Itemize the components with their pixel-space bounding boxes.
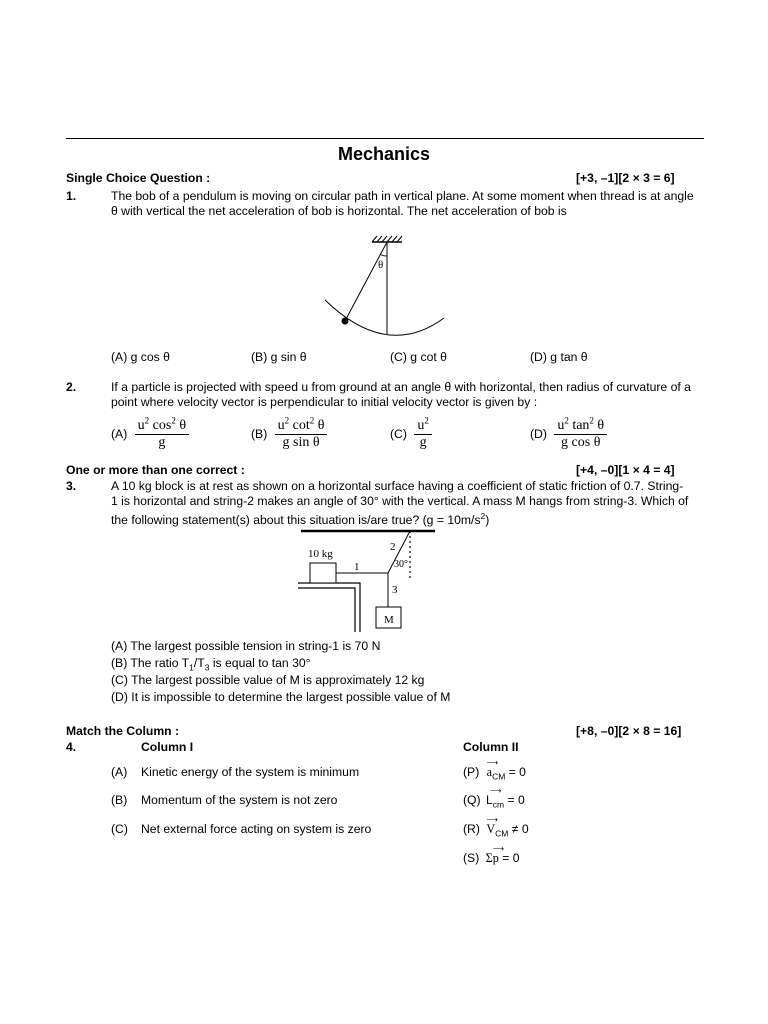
col1-row-c-text: Net external force acting on system is zero — [141, 822, 372, 836]
block-10kg — [310, 563, 336, 583]
col2-row-r: (R) ⟶ $V_{CM} \ne 0$ — [463, 815, 529, 839]
question-number-3: 3. — [66, 479, 77, 493]
page-title: Mechanics — [337, 144, 431, 164]
angle-arc — [380, 254, 387, 256]
question-3-text-line-2: 1 is horizontal and string-2 makes an angle of 30° with the vertical. A mass M hangs from string-3. Which of — [111, 494, 689, 508]
q1-option-d[interactable]: (D) g tan θ — [530, 350, 588, 364]
q2-option-a-fraction: $\frac{u^2 \cos^2 \theta}{g}$ — [135, 418, 189, 451]
q2-option-b[interactable] — [251, 415, 327, 451]
section-marks-single-choice: [+3, –1][2 × 3 = 6] — [576, 171, 675, 185]
q2-option-d[interactable] — [530, 415, 607, 451]
question-number-2: 2. — [66, 380, 77, 394]
string-2-label: 2 — [390, 541, 396, 553]
q3-option-c[interactable]: (C) The largest possible value of M is approximately 12 kg — [111, 673, 425, 687]
circular-path-arc — [325, 300, 444, 335]
q3-option-d[interactable]: (D) It is impossible to determine the largest possible value of M — [111, 690, 451, 704]
top-rule — [66, 138, 704, 139]
block-label: 10 kg — [308, 548, 333, 560]
vector-sum-p: ⟶ Σp — [485, 844, 505, 865]
theta-label: θ — [378, 259, 384, 271]
question-1-text-line-2: θ with vertical the net acceleration of bob is horizontal. The net acceleration of bob is — [111, 204, 567, 218]
section-heading-multi-correct: One or more than one correct : — [66, 463, 245, 477]
col2-row-q-label: (Q) — [463, 793, 481, 807]
q2-option-d-fraction: $\frac{u^2 \tan^2 \theta}{\text{g cos θ}}$ — [554, 418, 607, 451]
question-1-text-line-1: The bob of a pendulum is moving on circular path in vertical plane. At some moment when thread is at angle — [111, 189, 694, 203]
mass-label: M — [384, 614, 394, 626]
q2-option-c-fraction: $\frac{u^2}{g}$ — [414, 418, 432, 451]
q3-option-a[interactable]: (A) The largest possible tension in string-1 is 70 N — [111, 639, 381, 653]
pendulum-thread — [345, 242, 387, 321]
q1-option-c[interactable]: (C) g cot θ — [390, 350, 447, 364]
pendulum-figure — [310, 230, 460, 340]
col2-row-q: (Q) ⟶ $L_{cm} = 0$ — [463, 786, 525, 810]
section-marks-match-column: [+8, –0][2 × 8 = 16] — [576, 724, 682, 738]
q2-option-c-label: (C) — [390, 427, 407, 441]
col1-row-b-text: Momentum of the system is not zero — [141, 793, 338, 807]
pendulum-bob — [342, 318, 349, 325]
q2-option-d-label: (D) — [530, 427, 547, 441]
question-3-text-line-3: the following statement(s) about this situation is/are true? $(g = 10m/s^2)$ — [111, 511, 490, 528]
col2-row-p: (P) ⟶ $a_{CM} = 0$ — [463, 758, 526, 782]
ceiling-hatching — [372, 236, 402, 242]
table-edge-outer — [298, 583, 360, 632]
vector-a-cm: ⟶ a — [486, 758, 499, 779]
q2-option-a-label: (A) — [111, 427, 128, 441]
string-3-label: 3 — [392, 584, 398, 596]
vector-l-cm: ⟶ $L_{cm}$ — [486, 786, 505, 810]
q1-option-a[interactable]: (A) g cos θ — [111, 350, 170, 364]
question-number-4: 4. — [66, 740, 77, 754]
table-edge-inner — [298, 588, 355, 632]
question-3-text-line-1: A 10 kg block is at rest as shown on a horizontal surface having a coefficient of static friction of 0.7. String- — [111, 479, 684, 493]
col1-row-a-label: (A) — [111, 765, 128, 779]
col1-row-a-text: Kinetic energy of the system is minimum — [141, 765, 360, 779]
string-1-label: 1 — [354, 561, 360, 573]
question-2-text-line-1: If a particle is projected with speed u from ground at an angle θ with horizontal, then radius of curvature of a — [111, 380, 691, 394]
vector-v-cm: ⟶ V — [486, 815, 498, 836]
question-2-text-line-2: point where velocity vector is perpendicular to initial velocity vector is given by : — [111, 395, 538, 409]
question-number-1: 1. — [66, 189, 77, 203]
section-marks-multi-correct: [+4, –0][1 × 4 = 4] — [576, 463, 675, 477]
col2-row-r-label: (R) — [463, 822, 480, 836]
block-string-figure — [295, 526, 445, 636]
angle-label: 30° — [394, 559, 408, 570]
section-heading-match-column: Match the Column : — [66, 724, 180, 738]
q1-option-b[interactable]: (B) g sin θ — [251, 350, 307, 364]
col1-row-b-label: (B) — [111, 793, 128, 807]
section-heading-single-choice: Single Choice Question : — [66, 171, 211, 185]
col2-row-p-label: (P) — [463, 765, 480, 779]
column-2-heading: Column II — [463, 740, 519, 754]
col2-row-s-label: (S) — [463, 851, 480, 865]
q2-option-b-label: (B) — [251, 427, 268, 441]
q2-option-a[interactable] — [111, 415, 189, 451]
q3-option-b[interactable]: (B) The ratio $T_1/T_3$ is equal to tan 30° — [111, 656, 311, 673]
q2-option-b-fraction: $\frac{u^2 \cot^2 \theta}{\text{g sin θ}}$ — [275, 418, 328, 451]
q2-option-c[interactable] — [390, 415, 432, 451]
column-1-heading: Column I — [141, 740, 194, 754]
col2-row-s: (S) ⟶ Σp = 0 — [463, 844, 520, 865]
col1-row-c-label: (C) — [111, 822, 128, 836]
